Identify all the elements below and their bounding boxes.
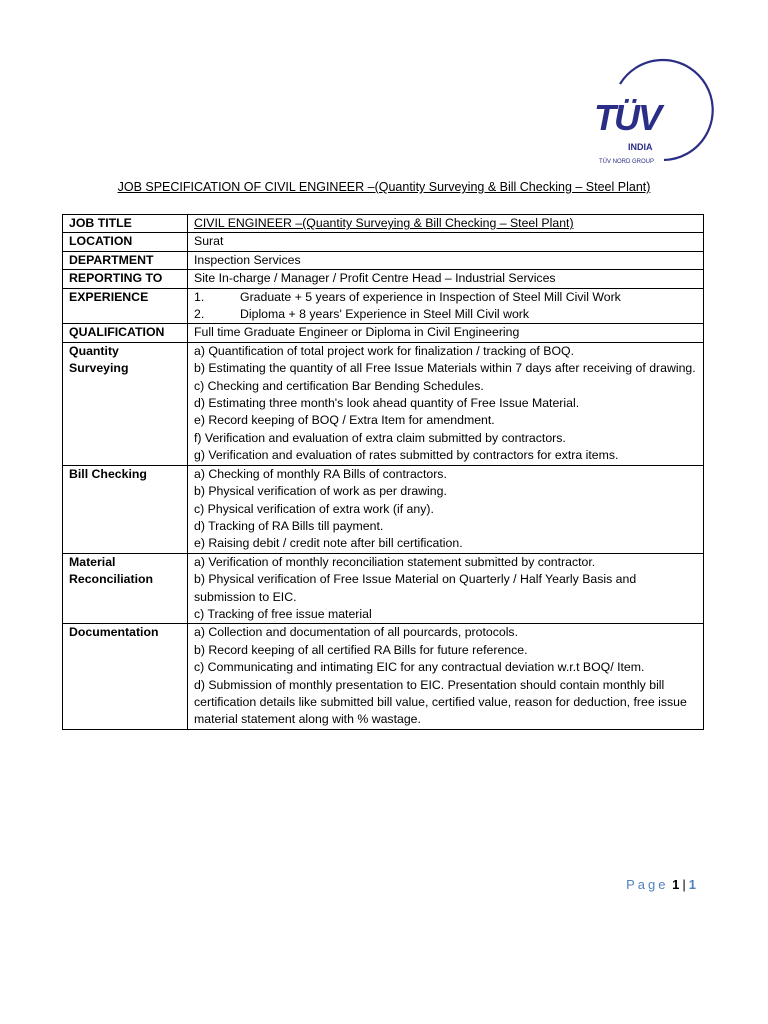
list-item: b) Estimating the quantity of all Free Issue Materials within 7 days after receiving of drawing. bbox=[194, 361, 696, 376]
document-title: JOB SPECIFICATION OF CIVIL ENGINEER –(Quantity Surveying & Bill Checking – Steel Plant) bbox=[117, 180, 651, 194]
list-text: Diploma + 8 years' Experience in Steel Mill Civil work bbox=[240, 307, 530, 322]
table-row bbox=[63, 553, 704, 624]
list-item: c) Checking and certification Bar Bending Schedules. bbox=[194, 378, 484, 393]
list-item: e) Raising debit / credit note after bill certification. bbox=[194, 536, 463, 551]
row-label: REPORTING TO bbox=[63, 270, 188, 288]
list-item: d) Estimating three month's look ahead quantity of Free Issue Material. bbox=[194, 396, 580, 411]
row-label bbox=[63, 553, 188, 624]
list-item: c) Communicating and intimating EIC for any contractual deviation w.r.t BOQ/ Item. bbox=[194, 660, 645, 675]
row-label: Quantity Surveying bbox=[63, 342, 188, 465]
list-item: b) Record keeping of all certified RA Bills for future reference. bbox=[194, 642, 528, 657]
row-value: Site In-charge / Manager / Profit Centre Head – Industrial Services bbox=[188, 270, 704, 288]
row-label: Documentation bbox=[63, 624, 188, 729]
page-label: Page bbox=[626, 877, 669, 892]
list-item: f) Verification and evaluation of extra claim submitted by contractors. bbox=[194, 430, 566, 445]
list-item: d) Tracking of RA Bills till payment. bbox=[194, 518, 384, 533]
row-value bbox=[188, 553, 704, 624]
page-separator: | bbox=[682, 877, 686, 892]
table-row bbox=[63, 342, 704, 465]
row-value bbox=[188, 465, 704, 553]
row-value: Inspection Services bbox=[188, 251, 704, 269]
list-item: a) Collection and documentation of all pourcards, protocols. bbox=[194, 625, 519, 640]
list-item: g) Verification and evaluation of rates submitted by contractors for extra items. bbox=[194, 448, 619, 463]
list-item: c) Physical verification of extra work (if any). bbox=[194, 501, 434, 516]
list-number: 1. bbox=[194, 289, 205, 304]
row-value bbox=[188, 624, 704, 729]
page-footer bbox=[626, 877, 696, 892]
row-label: QUALIFICATION bbox=[63, 324, 188, 342]
row-value bbox=[188, 215, 704, 233]
table-row bbox=[63, 465, 704, 553]
list-item: e) Record keeping of BOQ / Extra Item for amendment. bbox=[194, 413, 495, 428]
table-row bbox=[63, 624, 704, 729]
list-item: b) Physical verification of work as per drawing. bbox=[194, 484, 447, 499]
list-item: a) Checking of monthly RA Bills of contractors. bbox=[194, 466, 447, 481]
job-title-value: CIVIL ENGINEER –(Quantity Surveying & Bill Checking – Steel Plant) bbox=[194, 216, 574, 230]
row-value bbox=[188, 288, 704, 324]
row-label-line: Material bbox=[69, 554, 116, 569]
list-item: d) Submission of monthly presentation to EIC. Presentation should contain monthly bill certification details like submitted bill value, certified value, reason for deduction, free issue material statement along with % wastage. bbox=[194, 677, 687, 727]
list-number: 2. bbox=[194, 307, 205, 322]
row-label: JOB TITLE bbox=[63, 215, 188, 233]
row-label-line: Reconciliation bbox=[69, 572, 154, 587]
job-spec-table bbox=[62, 214, 704, 730]
logo-brand: TÜV bbox=[594, 97, 660, 138]
tuv-india-logo bbox=[590, 42, 720, 172]
list-item: c) Tracking of free issue material bbox=[194, 606, 372, 621]
logo-group: TÜV NORD GROUP bbox=[599, 159, 655, 165]
table-row bbox=[63, 324, 704, 342]
list-item: a) Quantification of total project work for finalization / tracking of BOQ. bbox=[194, 343, 575, 358]
row-label: LOCATION bbox=[63, 233, 188, 251]
row-label: DEPARTMENT bbox=[63, 251, 188, 269]
row-value bbox=[188, 342, 704, 465]
page-number: 1 bbox=[672, 877, 680, 892]
table-row bbox=[63, 270, 704, 288]
table-row bbox=[63, 288, 704, 324]
list-item: b) Physical verification of Free Issue Material on Quarterly / Half Yearly Basis and submission to EIC. bbox=[194, 572, 637, 604]
row-value: Full time Graduate Engineer or Diploma in Civil Engineering bbox=[188, 324, 704, 342]
row-label: Bill Checking bbox=[63, 465, 188, 553]
list-item bbox=[194, 289, 697, 306]
table-row bbox=[63, 251, 704, 269]
list-item: a) Verification of monthly reconciliation statement submitted by contractor. bbox=[194, 554, 596, 569]
page-total: 1 bbox=[688, 877, 696, 892]
list-item bbox=[194, 306, 697, 323]
list-text: Graduate + 5 years of experience in Inspection of Steel Mill Civil Work bbox=[240, 289, 621, 304]
logo-sub: INDIA bbox=[628, 142, 653, 152]
row-label: EXPERIENCE bbox=[63, 288, 188, 324]
row-value: Surat bbox=[188, 233, 704, 251]
table-row bbox=[63, 215, 704, 233]
table-row bbox=[63, 233, 704, 251]
